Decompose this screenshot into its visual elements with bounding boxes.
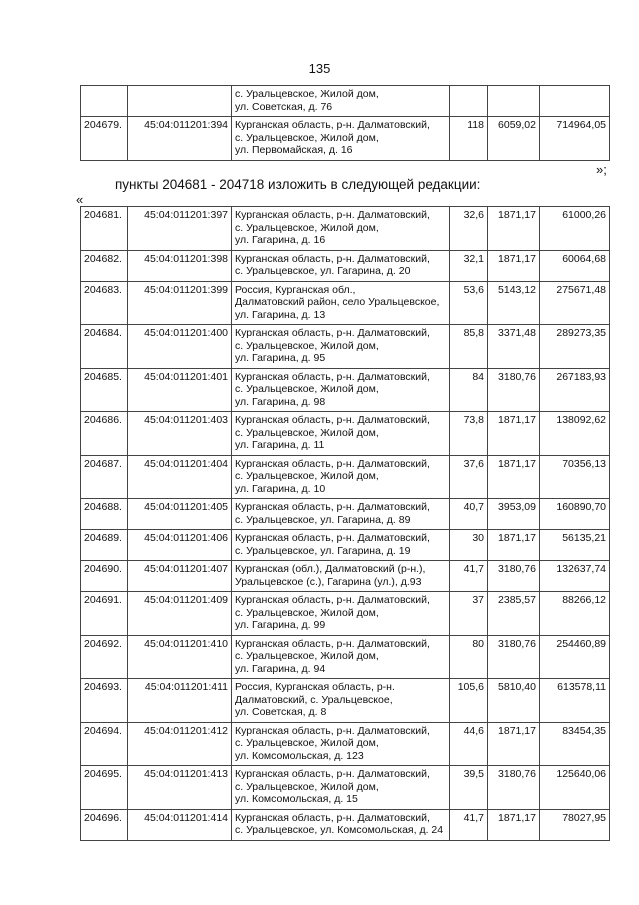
row-number-cell: 204689.: [81, 530, 128, 561]
unit-price-cell: 2385,57: [488, 592, 540, 636]
total-value-cell: 83454,35: [540, 722, 610, 766]
address-cell: Курганская область, р-н. Далматовский, с. Уральцевское, Жилой дом, ул. Гагарина, д. 94: [232, 635, 450, 679]
area-cell: 40,7: [450, 499, 488, 530]
row-number-cell: 204690.: [81, 561, 128, 592]
total-value-cell: 254460,89: [540, 635, 610, 679]
area-cell: 41,7: [450, 809, 488, 840]
address-cell: Курганская область, р-н. Далматовский, с. Уральцевское, Жилой дом, ул. Гагарина, д. 95: [232, 325, 450, 369]
row-number-cell: 204685.: [81, 368, 128, 412]
address-cell: Курганская область, р-н. Далматовский, с. Уральцевское, Жилой дом, ул. Гагарина, д. 99: [232, 592, 450, 636]
row-number-cell: 204691.: [81, 592, 128, 636]
unit-price-cell: 6059,02: [488, 117, 540, 161]
unit-price-cell: 1871,17: [488, 722, 540, 766]
row-number-cell: 204682.: [81, 250, 128, 281]
table-row: [81, 809, 610, 840]
cadastral-number-cell: 45:04:011201:404: [128, 455, 232, 499]
area-cell: 84: [450, 368, 488, 412]
unit-price-cell: 3180,76: [488, 368, 540, 412]
total-value-cell: 78027,95: [540, 809, 610, 840]
table-row: [81, 117, 610, 161]
cadastral-number-cell: 45:04:011201:407: [128, 561, 232, 592]
cadastral-number-cell: 45:04:011201:403: [128, 412, 232, 456]
address-cell: Курганская область, р-н. Далматовский, с. Уральцевское, Жилой дом, ул. Комсомольская, д. 123: [232, 722, 450, 766]
area-cell: 30: [450, 530, 488, 561]
page-number: 135: [308, 61, 331, 76]
row-number-cell: [81, 86, 128, 117]
row-number-cell: 204694.: [81, 722, 128, 766]
row-number-cell: 204681.: [81, 207, 128, 251]
total-value-cell: 70356,13: [540, 455, 610, 499]
address-cell: Курганская (обл.), Далматовский (р-н.), Уральцевское (с.), Гагарина (ул.), д.93: [232, 561, 450, 592]
unit-price-cell: 1871,17: [488, 530, 540, 561]
table-row: [81, 412, 610, 456]
cadastral-number-cell: 45:04:011201:409: [128, 592, 232, 636]
unit-price-cell: 5143,12: [488, 281, 540, 325]
cadastral-number-cell: 45:04:011201:411: [128, 679, 232, 723]
table-row: [81, 455, 610, 499]
unit-price-cell: 1871,17: [488, 250, 540, 281]
cadastral-number-cell: 45:04:011201:414: [128, 809, 232, 840]
area-cell: 37,6: [450, 455, 488, 499]
area-cell: 80: [450, 635, 488, 679]
unit-price-cell: 1871,17: [488, 455, 540, 499]
total-value-cell: 267183,93: [540, 368, 610, 412]
cadastral-number-cell: 45:04:011201:399: [128, 281, 232, 325]
row-number-cell: 204695.: [81, 766, 128, 810]
cadastral-number-cell: 45:04:011201:397: [128, 207, 232, 251]
unit-price-cell: 3371,48: [488, 325, 540, 369]
table-row: [81, 281, 610, 325]
cadastral-number-cell: 45:04:011201:400: [128, 325, 232, 369]
address-cell: Курганская область, р-н. Далматовский, с. Уральцевское, Жилой дом, ул. Первомайская, д. 16: [232, 117, 450, 161]
address-cell: Курганская область, р-н. Далматовский, с. Уральцевское, Жилой дом, ул. Гагарина, д. 98: [232, 368, 450, 412]
total-value-cell: 289273,35: [540, 325, 610, 369]
area-cell: 44,6: [450, 722, 488, 766]
address-cell: Курганская область, р-н. Далматовский, с. Уральцевское, ул. Комсомольская, д. 24: [232, 809, 450, 840]
table-row: [81, 561, 610, 592]
total-value-cell: 714964,05: [540, 117, 610, 161]
area-cell: 85,8: [450, 325, 488, 369]
row-number-cell: 204679.: [81, 117, 128, 161]
table-row: [81, 86, 610, 117]
unit-price-cell: 3180,76: [488, 766, 540, 810]
address-cell: Курганская область, р-н. Далматовский, с. Уральцевское, ул. Гагарина, д. 20: [232, 250, 450, 281]
total-value-cell: 613578,11: [540, 679, 610, 723]
address-cell: Курганская область, р-н. Далматовский, с. Уральцевское, ул. Гагарина, д. 19: [232, 530, 450, 561]
table-row: [81, 325, 610, 369]
cadastral-number-cell: 45:04:011201:410: [128, 635, 232, 679]
unit-price-cell: 5810,40: [488, 679, 540, 723]
table-row: [81, 250, 610, 281]
cadastral-number-cell: 45:04:011201:413: [128, 766, 232, 810]
total-value-cell: 275671,48: [540, 281, 610, 325]
total-value-cell: 60064,68: [540, 250, 610, 281]
total-value-cell: 125640,06: [540, 766, 610, 810]
cadastral-number-cell: 45:04:011201:398: [128, 250, 232, 281]
cadastral-number-cell: 45:04:011201:394: [128, 117, 232, 161]
table-row: [81, 635, 610, 679]
total-value-cell: 160890,70: [540, 499, 610, 530]
unit-price-cell: [488, 86, 540, 117]
property-table-continuation: [80, 85, 610, 161]
area-cell: 105,6: [450, 679, 488, 723]
address-cell: Россия, Курганская обл., Далматовский район, село Уральцевское, ул. Гагарина, д. 13: [232, 281, 450, 325]
total-value-cell: [540, 86, 610, 117]
row-number-cell: 204687.: [81, 455, 128, 499]
unit-price-cell: 1871,17: [488, 207, 540, 251]
table-row: [81, 592, 610, 636]
address-cell: Курганская область, р-н. Далматовский, с. Уральцевское, ул. Гагарина, д. 89: [232, 499, 450, 530]
table-row: [81, 679, 610, 723]
table-row: [81, 499, 610, 530]
area-cell: [450, 86, 488, 117]
unit-price-cell: 3180,76: [488, 561, 540, 592]
amendment-instruction: пункты 204681 - 204718 изложить в следующей редакции:: [115, 177, 481, 192]
address-cell: Курганская область, р-н. Далматовский, с. Уральцевское, Жилой дом, ул. Комсомольская, д. 15: [232, 766, 450, 810]
unit-price-cell: 1871,17: [488, 809, 540, 840]
cadastral-number-cell: [128, 86, 232, 117]
area-cell: 32,6: [450, 207, 488, 251]
area-cell: 39,5: [450, 766, 488, 810]
address-cell: Курганская область, р-н. Далматовский, с. Уральцевское, Жилой дом, ул. Гагарина, д. 16: [232, 207, 450, 251]
area-cell: 53,6: [450, 281, 488, 325]
table-row: [81, 722, 610, 766]
cadastral-number-cell: 45:04:011201:401: [128, 368, 232, 412]
total-value-cell: 138092,62: [540, 412, 610, 456]
row-number-cell: 204696.: [81, 809, 128, 840]
table-row: [81, 530, 610, 561]
address-cell: с. Уральцевское, Жилой дом, ул. Советская, д. 76: [232, 86, 450, 117]
property-table: [80, 206, 610, 841]
table-row: [81, 207, 610, 251]
cadastral-number-cell: 45:04:011201:405: [128, 499, 232, 530]
address-cell: Курганская область, р-н. Далматовский, с. Уральцевское, Жилой дом, ул. Гагарина, д. 10: [232, 455, 450, 499]
closing-quote: »;: [596, 162, 607, 177]
total-value-cell: 61000,26: [540, 207, 610, 251]
address-cell: Россия, Курганская область, р-н. Далматовский, с. Уральцевское, ул. Советская, д. 8: [232, 679, 450, 723]
area-cell: 73,8: [450, 412, 488, 456]
table-row: [81, 766, 610, 810]
cadastral-number-cell: 45:04:011201:406: [128, 530, 232, 561]
area-cell: 32,1: [450, 250, 488, 281]
address-cell: Курганская область, р-н. Далматовский, с. Уральцевское, Жилой дом, ул. Гагарина, д. 11: [232, 412, 450, 456]
area-cell: 37: [450, 592, 488, 636]
unit-price-cell: 3953,09: [488, 499, 540, 530]
opening-quote: «: [76, 192, 84, 207]
row-number-cell: 204692.: [81, 635, 128, 679]
area-cell: 118: [450, 117, 488, 161]
total-value-cell: 56135,21: [540, 530, 610, 561]
area-cell: 41,7: [450, 561, 488, 592]
row-number-cell: 204683.: [81, 281, 128, 325]
row-number-cell: 204693.: [81, 679, 128, 723]
row-number-cell: 204686.: [81, 412, 128, 456]
table-row: [81, 368, 610, 412]
total-value-cell: 88266,12: [540, 592, 610, 636]
cadastral-number-cell: 45:04:011201:412: [128, 722, 232, 766]
row-number-cell: 204684.: [81, 325, 128, 369]
unit-price-cell: 3180,76: [488, 635, 540, 679]
row-number-cell: 204688.: [81, 499, 128, 530]
total-value-cell: 132637,74: [540, 561, 610, 592]
unit-price-cell: 1871,17: [488, 412, 540, 456]
